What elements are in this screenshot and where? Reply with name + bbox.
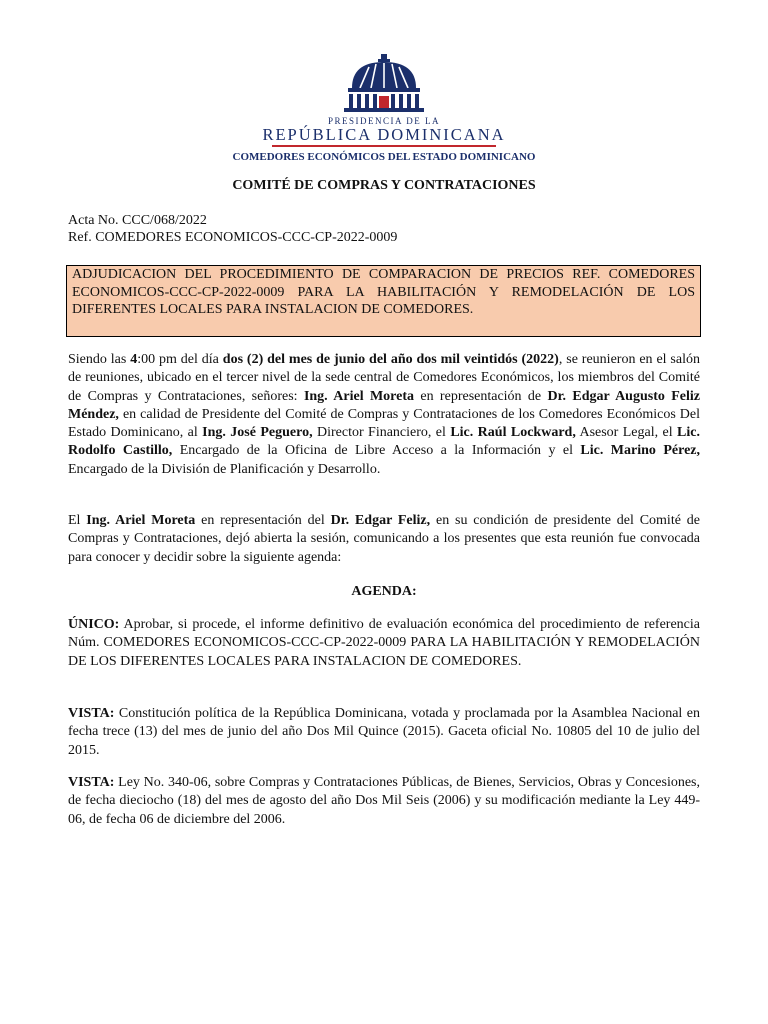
vista-label: VISTA: [68,775,115,790]
text-run: en su condición de presidente del Comité de Compras y Contrataciones, dejó abierta la sesión, comunicando a los presentes que esta reunión fue convocada para conocer y decidir sobre la siguiente agenda: [68,513,700,565]
republica-label: REPÚBLICA DOMINICANA [262,125,506,144]
text-run: en representación del [195,513,331,528]
date-bold: dos (2) del mes de junio del año dos mil veintidós (2022) [222,352,559,367]
vista-label: VISTA: [68,706,115,721]
acta-number: Acta No. CCC/068/2022 [68,213,207,228]
member-name: Lic. Marino Pérez, [580,443,700,459]
text-run: , se reunieron en el salón de reuniones, ubicado en el tercer nivel de la sede central de Comedores Económicos, los miembros del Comité de Compras y Contrataciones, señores: [68,352,700,404]
text-run: Encargado de la División de Planificación y Desarrollo. [68,461,381,477]
text-run: Constitución política de la República Dominicana, votada y proclamada por la Asamblea Nacional en fecha trece (13) del mes de junio del año Dos Mil Quince (2015). Gaceta oficial No. 10805 del 10 de julio del 2015. [68,706,700,758]
unico-label: ÚNICO: [68,617,120,632]
presidencia-label: PRESIDENCIA DE LA [327,116,440,126]
acta-reference: Ref. COMEDORES ECONOMICOS-CCC-CP-2022-0009 [68,230,398,245]
subject-box [66,265,701,337]
member-name: Ing. José Peguero, [202,425,313,441]
institution-name: COMEDORES ECONÓMICOS DEL ESTADO DOMINICANO [232,151,536,163]
text-run: Ley No. 340-06, sobre Compras y Contrataciones Públicas, de Bienes, Servicios, Obras y Concesiones, de fecha dieciocho (18) del mes de agosto del año Dos Mil Seis (2006) y su modificación mediante la Ley 449-06, de fecha 06 de diciembre del 2006. [68,775,700,827]
text-run: Siendo las [68,352,131,367]
subject-text: ADJUDICACION DEL PROCEDIMIENTO DE COMPARACION DE PRECIOS REF. COMEDORES ECONOMICOS-CCC-CP-2022-0009 PARA LA HABILITACIÓN Y REMODELACIÓN DE LOS DIFERENTES LOCALES PARA INSTALACION DE COMEDORES. [72,267,695,317]
text-run: Asesor Legal, el [575,425,678,441]
agenda-heading: AGENDA: [351,584,417,599]
national-palace-dome-icon [120,48,648,116]
letterhead [120,48,648,172]
member-name: Lic. Raúl Lockward, [450,425,576,441]
bold-run: 4 [130,352,138,367]
session-paragraph [68,512,700,567]
text-run: :00 pm del día [137,352,223,367]
member-name: Ing. Ariel Moreta [86,513,196,528]
committee-title: COMITÉ DE COMPRAS Y CONTRATACIONES [232,178,536,193]
vista-law-paragraph [68,774,700,829]
member-name: Ing. Ariel Moreta [303,388,414,404]
text-run: Aprobar, si procede, el informe definitivo de evaluación económica del procedimiento de referencia Núm. COMEDORES ECONOMICOS-CCC-CP-2022-0009 PARA LA HABILITACIÓN Y REMODELACIÓN DE LOS DIFERENTES LOCALES PARA INSTALACION DE COMEDORES. [68,617,700,669]
text-run: Encargado de la Oficina de Libre Acceso a la Información y el [172,443,581,459]
unico-paragraph [68,616,700,671]
member-name: Lic. Rodolfo Castillo, [68,425,700,459]
vista-constitution-paragraph [68,705,700,760]
member-name: Dr. Edgar Augusto Feliz Méndez, [68,388,700,422]
text-run: Director Financiero, el [312,425,451,441]
text-run: El [68,513,87,528]
opening-paragraph [68,351,700,479]
acta-block [68,212,397,246]
member-name: Dr. Edgar Feliz, [330,513,431,528]
text-run: en representación de [414,388,548,404]
red-divider [272,145,496,147]
text-run: en calidad de Presidente del Comité de Compras y Contrataciones de los Comedores Económicos Del Estado Dominicano, al [68,406,700,441]
